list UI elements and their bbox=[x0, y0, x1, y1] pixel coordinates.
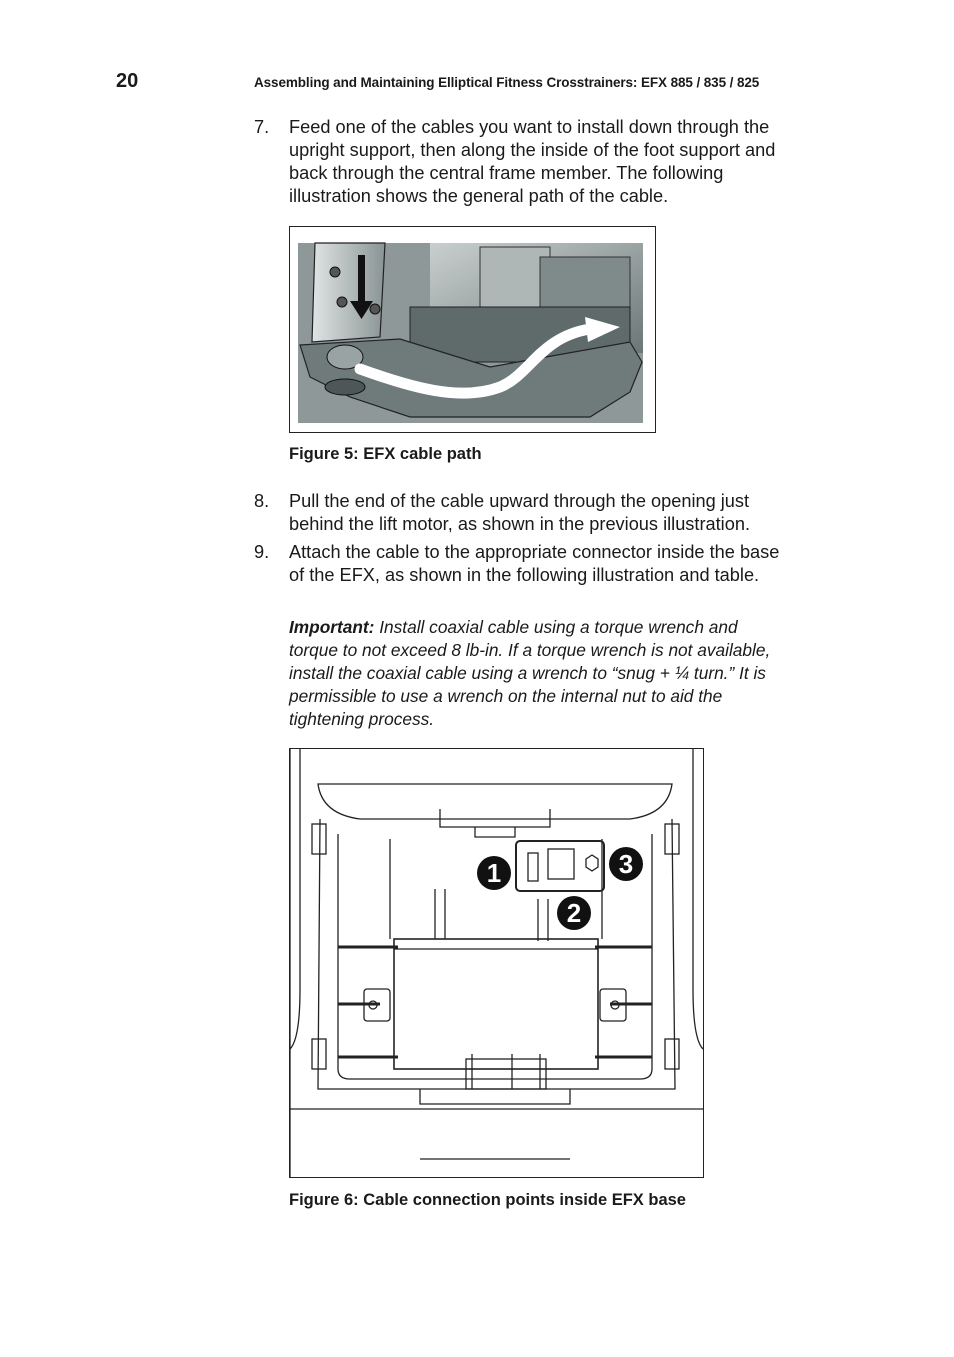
figure-6-caption: Figure 6: Cable connection points inside EFX base bbox=[289, 1191, 686, 1209]
running-header: Assembling and Maintaining Elliptical Fitness Crosstrainers: EFX 885 / 835 / 825 bbox=[254, 75, 760, 90]
callout-1-label: 1 bbox=[486, 858, 502, 888]
step-text: Attach the cable to the appropriate connector inside the base of the EFX, as shown in the following illustration and table. bbox=[289, 542, 780, 585]
step-7 bbox=[254, 116, 799, 208]
important-note bbox=[289, 616, 789, 731]
step-text: Feed one of the cables you want to install down through the upright support, then along the inside of the foot support and back through the central frame member. The following illustration shows the general path of the cable. bbox=[289, 117, 776, 206]
page-number: 20 bbox=[116, 70, 139, 92]
note-label: Important: bbox=[289, 617, 375, 637]
callout-2 bbox=[557, 896, 591, 930]
note-text: Install coaxial cable using a torque wrench and torque to not exceed 8 lb-in. If a torque wrench is not available, install the coaxial cable using a wrench to “snug + ¼ turn.” It is permissible to use a wrench on the internal nut to aid the tightening process. bbox=[289, 617, 771, 729]
step-number: 8. bbox=[254, 491, 270, 511]
figure-5-caption: Figure 5: EFX cable path bbox=[289, 445, 482, 463]
callout-3-label: 3 bbox=[618, 849, 634, 879]
step-text: Pull the end of the cable upward through the opening just behind the lift motor, as shown in the previous illustration. bbox=[289, 491, 751, 534]
callout-3 bbox=[609, 847, 643, 881]
figure-6-cable-connection-illustration bbox=[289, 748, 704, 1178]
step-8 bbox=[254, 490, 799, 536]
callout-1 bbox=[477, 856, 511, 890]
step-number: 7. bbox=[254, 117, 270, 137]
step-number: 9. bbox=[254, 542, 270, 562]
callout-2-label: 2 bbox=[566, 898, 582, 928]
step-9 bbox=[254, 541, 799, 587]
figure-5-cable-path-illustration bbox=[289, 226, 656, 433]
